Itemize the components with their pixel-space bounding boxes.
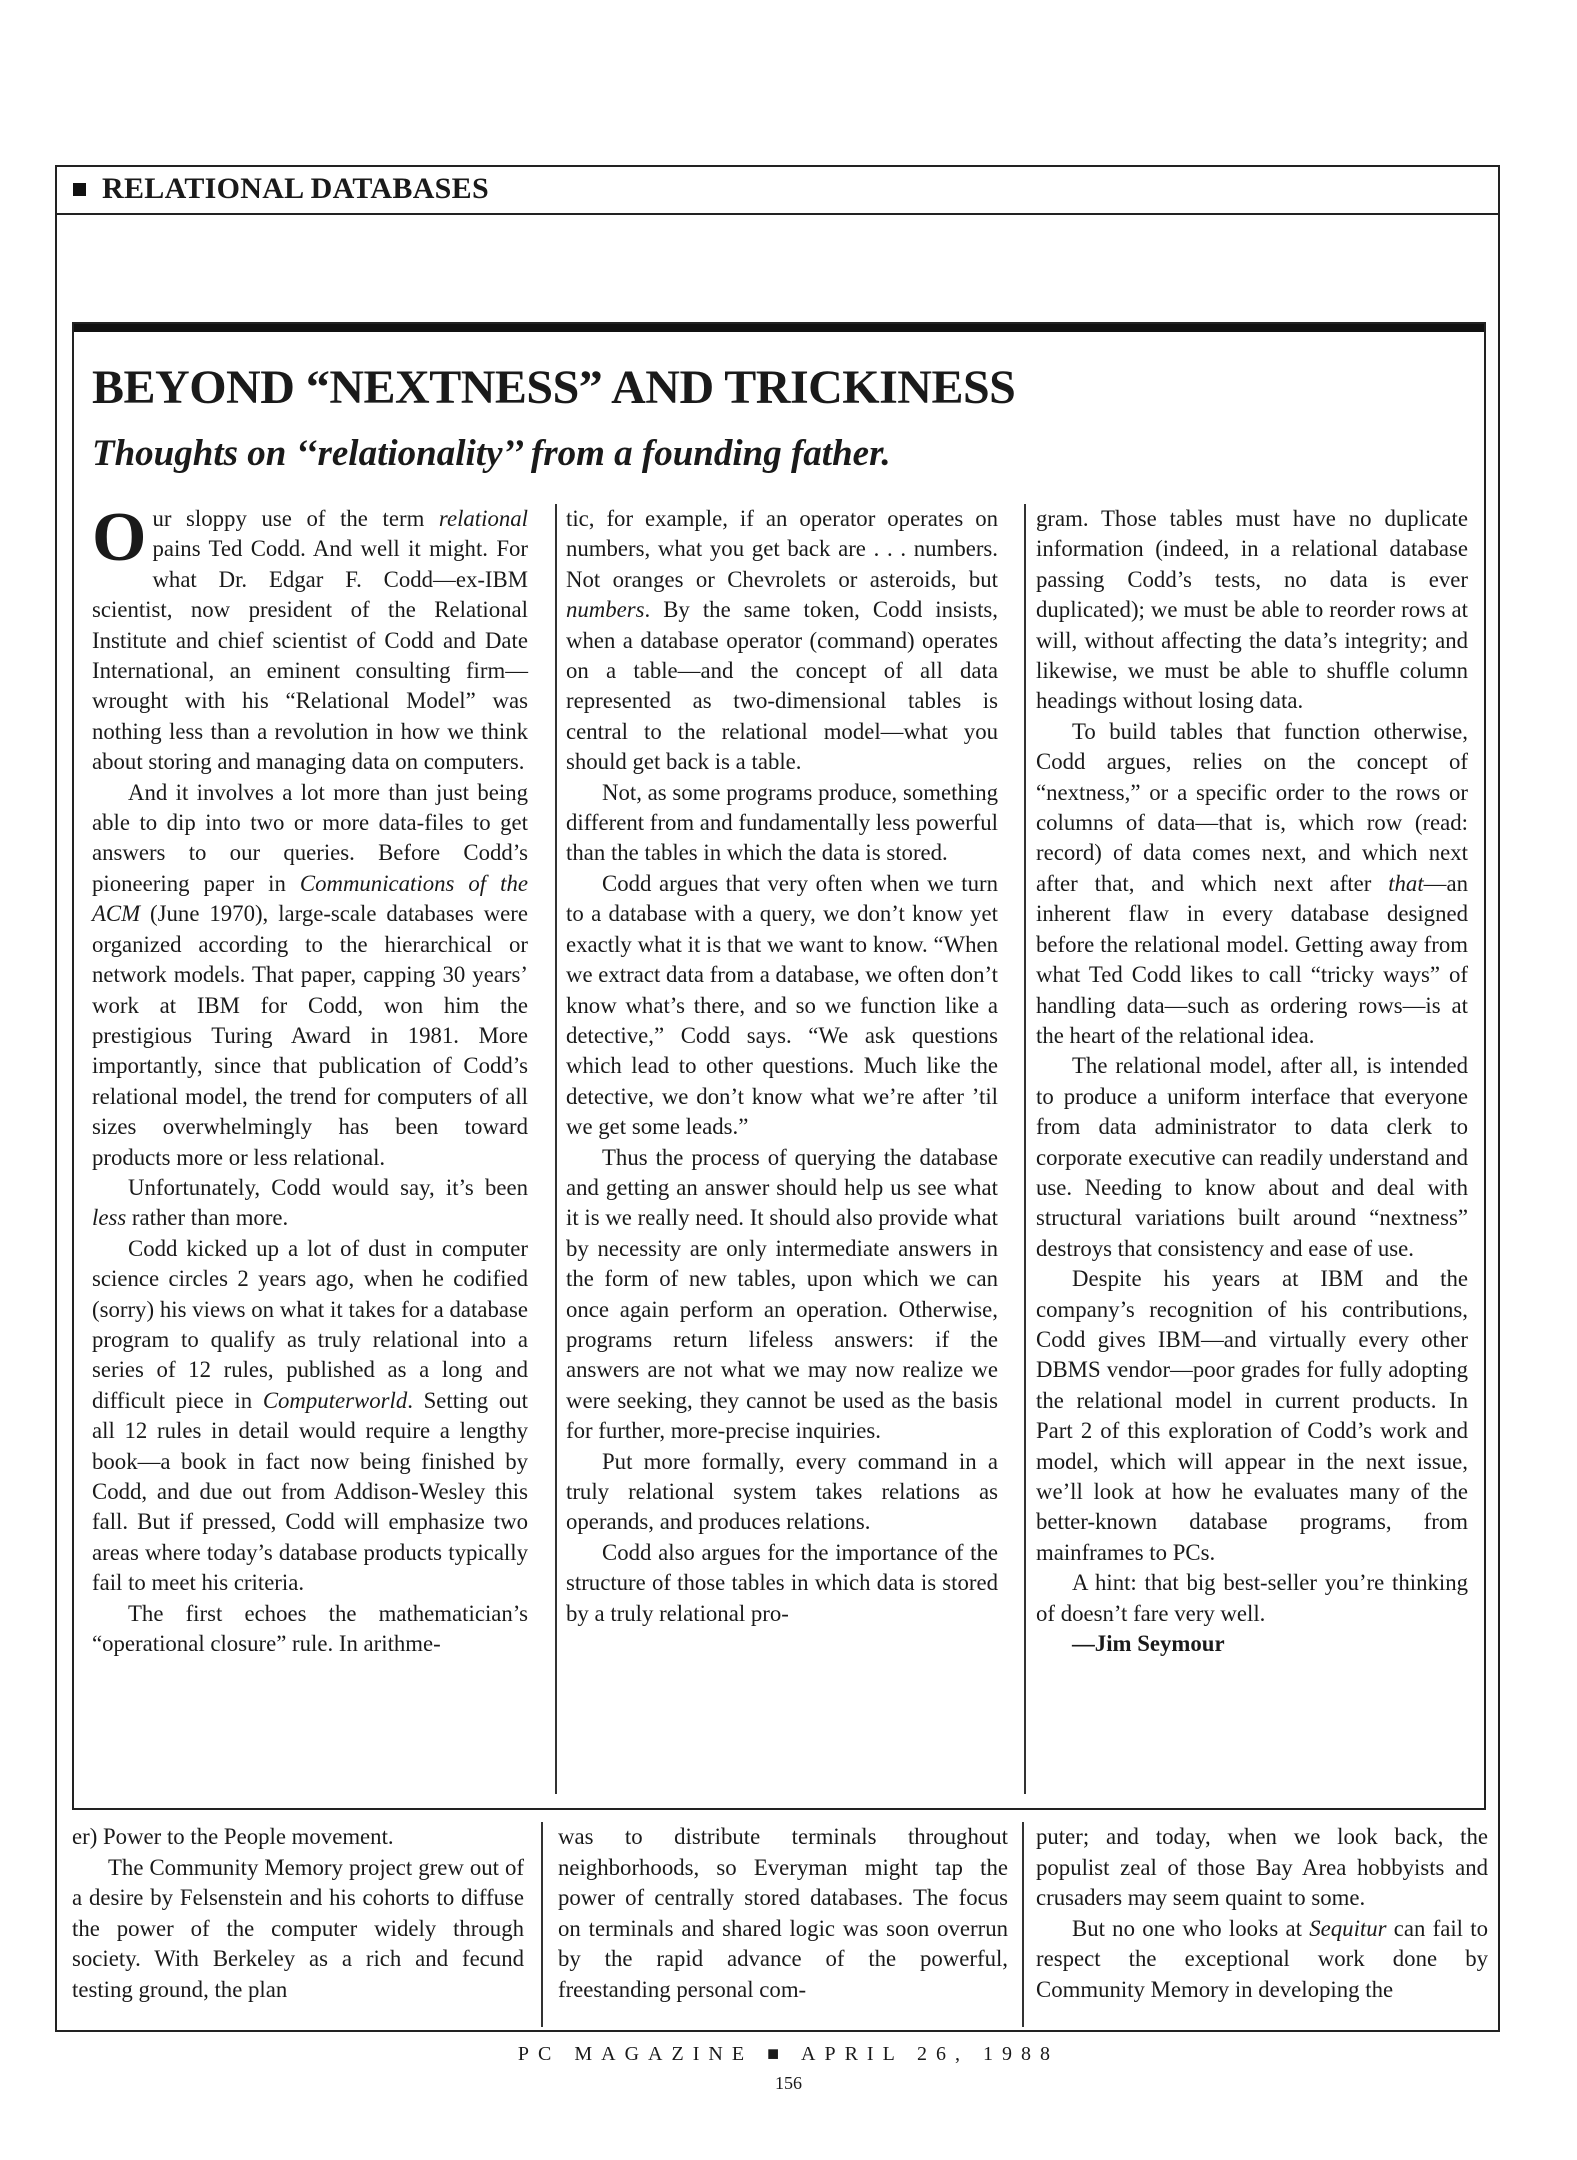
paragraph: The relational model, after all, is intended to produce a uniform interface that everyone from data administrator to data clerk to corporate executive can readily understand and use. Needing to know about and deal with structural variations built around “nextness” destroys that consistency and ease of use.	[1036, 1053, 1468, 1261]
paragraph: Put more formally, every command in a truly relational system takes relations as operands, and produces relations.	[566, 1448, 998, 1535]
section-header	[55, 165, 1500, 215]
column-divider	[555, 504, 557, 1794]
paragraph: But no one who looks at Sequitur can fail to respect the exceptional work done by Community Memory in developing the	[1036, 1915, 1488, 2002]
deck: Thoughts on ‘‘relationality’’ from a founding father.	[92, 433, 891, 474]
page-number: 156	[775, 2073, 802, 2093]
paragraph: Despite his years at IBM and the company’s recognition of his contributions, Codd gives IBM—and virtually every other DBMS vendor—poor grades for fully adopting the relational model in current products. In Part 2 of this exploration of Codd’s work and model, which will appear in the next issue, we’ll look at how he evaluates many of the better-known database programs, from mainframes to PCs.	[1036, 1266, 1468, 1565]
headline: BEYOND “NEXTNESS” AND TRICKINESS	[92, 361, 1016, 414]
article-column-3	[1036, 504, 1468, 1659]
paragraph: To build tables that function otherwise, Codd argues, relies on the concept of “nextness,” or a specific order to the rows or columns of data—that is, which row (read: record) of data comes next, and which next after that, and which next after that—an inherent flaw in every database designed before the relational model. Getting away from what Ted Codd likes to call “tricky ways” of handling data—such as ordering rows—is at the heart of the relational idea.	[1036, 718, 1468, 1048]
sidebar-box	[72, 322, 1486, 1810]
paragraph: was to distribute terminals throughout neighborhoods, so Everyman might tap the power of centrally stored databases. The focus on terminals and shared logic was soon overrun by the rapid advance of the powerful, freestanding personal com-	[558, 1824, 1008, 2002]
paragraph: And it involves a lot more than just being able to dip into two or more data-files to get answers to our queries. Before Codd’s pioneering paper in Communications of the ACM (June 1970), large-scale databases were organized according to the hierarchical or network models. That paper, capping 30 years’ work at IBM for Codd, won him the prestigious Turing Award in 1981. More importantly, since that publication of Codd’s relational model, the trend for computers of all sizes overwhelmingly has been toward products more or less relational.	[92, 779, 528, 1170]
paragraph: gram. Those tables must have no duplicate information (indeed, in a relational database passing Codd’s tests, no data is ever duplicated); we must be able to reorder rows at will, without affecting the data’s integrity; and likewise, we must be able to shuffle column headings without losing data.	[1036, 506, 1468, 714]
continued-column-1	[72, 1822, 524, 2005]
column-divider	[541, 1822, 543, 2027]
paragraph: Not, as some programs produce, something different from and fundamentally less powerful than the tables in which the data is stored.	[566, 779, 998, 866]
continued-column-3	[1036, 1822, 1488, 2005]
paragraph: tic, for example, if an operator operates on numbers, what you get back are . . . numbers. Not oranges or Chevrolets or asteroids, but numbers. By the same token, Codd insists, when a database operator (command) operates on a table—and the concept of all data represented as two-dimensional tables is central to the relational model—what you should get back is a table.	[566, 506, 998, 775]
column-divider	[1024, 504, 1026, 1794]
paragraph: Codd kicked up a lot of dust in computer science circles 2 years ago, when he codified (sorry) his views on what it takes for a database program to qualify as truly relational into a series of 12 rules, published as a long and difficult piece in Computerworld. Setting out all 12 rules in detail would require a lengthy book—a book in fact now being finished by Codd, and due out from Addison-Wesley this fall. But if pressed, Codd will emphasize two areas where today’s database products typically fail to meet his criteria.	[92, 1235, 528, 1596]
paragraph: A hint: that big best-seller you’re thinking of doesn’t fare very well.	[1036, 1570, 1468, 1626]
paragraph: The Community Memory project grew out of a desire by Felsenstein and his cohorts to diffuse the power of the computer widely through society. With Berkeley as a rich and fecund testing ground, the plan	[72, 1854, 524, 2002]
drop-cap: O	[92, 499, 147, 576]
top-rule	[74, 324, 1484, 332]
paragraph: puter; and today, when we look back, the populist zeal of those Bay Area hobbyists and crusaders may seem quaint to some.	[1036, 1824, 1488, 1910]
article-column-1	[92, 499, 528, 1659]
paragraph: Codd argues that very often when we turn to a database with a query, we don’t know yet exactly what it is that we want to know. “When we extract data from a database, we often don’t know what’s there, and so we function like a detective,” Codd says. “We ask questions which lead to other questions. Much like the detective, we don’t know what we’re after ’til we get some leads.”	[566, 870, 998, 1140]
column-divider	[1022, 1822, 1024, 2027]
section-label: RELATIONAL DATABASES	[102, 172, 489, 205]
paragraph: Codd also argues for the importance of the structure of those tables in which data is stored by a truly relational pro-	[566, 1539, 998, 1626]
paragraph: Our sloppy use of the term relational pains Ted Codd. And well it might. For what Dr. Edgar F. Codd—ex-IBM scientist, now president of the Relational Institute and chief scientist of Codd and Date International, an eminent consulting firm—wrought with his “Relational Model” was nothing less than a revolution in how we think about storing and managing data on computers.	[92, 499, 528, 775]
paragraph: Thus the process of querying the database and getting an answer should help us see what it is we really need. It should also provide what by necessity are only intermediate answers in the form of new tables, upon which we can once again perform an operation. Otherwise, programs return lifeless answers: if the answers are not what we may now realize we were seeking, they cannot be used as the basis for further, more-precise inquiries.	[566, 1144, 998, 1444]
square-bullet-icon	[73, 183, 86, 196]
article-column-2	[566, 504, 998, 1629]
paragraph: The first echoes the mathematician’s “operational closure” rule. In arithme-	[92, 1600, 528, 1657]
paragraph: Unfortunately, Codd would say, it’s been less rather than more.	[92, 1174, 528, 1231]
paragraph: er) Power to the People movement.	[72, 1824, 394, 1849]
continued-column-2	[558, 1822, 1008, 2005]
byline: —Jim Seymour	[1072, 1631, 1225, 1657]
magazine-footer: PC MAGAZINE ■ APRIL 26, 1988	[517, 2043, 1060, 2065]
